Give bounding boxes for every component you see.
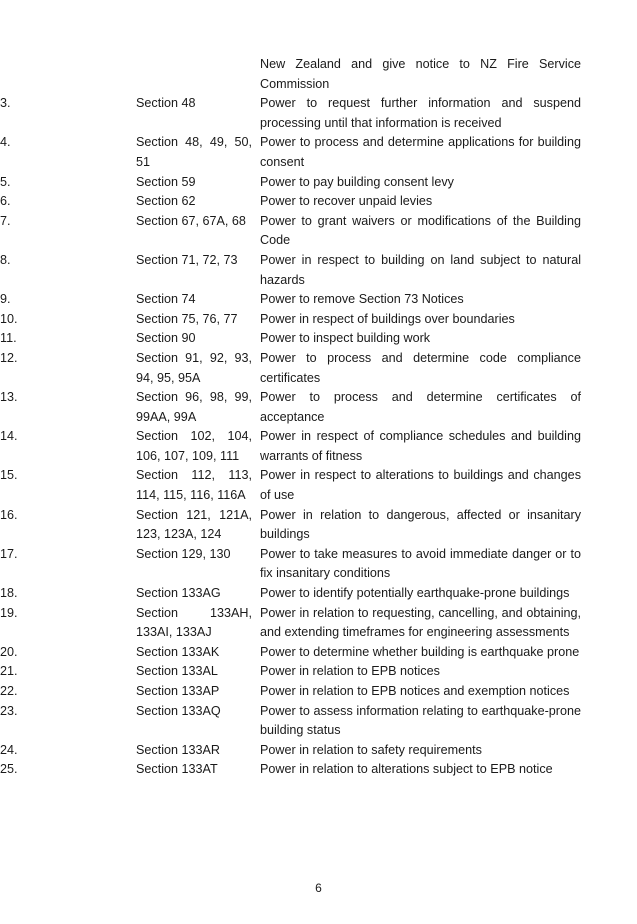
row-section: Section 133AL: [136, 664, 218, 679]
row-section: Section 102, 104, 106, 107, 109, 111: [136, 429, 252, 463]
table-row: [0, 662, 637, 682]
row-number: [0, 329, 136, 349]
row-number: [0, 310, 136, 330]
row-number: [0, 133, 136, 153]
row-description: Power in relation to EPB notices: [260, 664, 440, 679]
row-number: [0, 682, 136, 702]
table-row: [0, 466, 637, 505]
row-description: Power to determine whether building is earthquake prone: [260, 644, 580, 659]
row-description: Power in respect of buildings over boundaries: [260, 311, 515, 326]
row-number-text: 18.: [0, 586, 18, 601]
row-number: [0, 212, 136, 232]
row-section: Section 91, 92, 93, 94, 95, 95A: [136, 350, 252, 385]
row-description: Power to grant waivers or modifications of the Building Code: [260, 213, 581, 248]
row-section: Section 59: [136, 174, 196, 189]
row-section: Section 133AT: [136, 762, 218, 777]
row-number-text: 3.: [0, 96, 11, 111]
row-section: Section 48: [136, 96, 196, 111]
table-row: [0, 545, 637, 584]
table-row-continuation: [0, 55, 637, 94]
table-row: [0, 310, 637, 330]
row-number: [0, 427, 136, 447]
row-description: Power in respect of compliance schedules and building warrants of fitness: [260, 429, 581, 463]
row-number: [0, 251, 136, 271]
row-number: [0, 604, 136, 624]
table-row: [0, 329, 637, 349]
row-description: Power to inspect building work: [260, 331, 431, 346]
row-section: Section 133AG: [136, 586, 221, 601]
table-row: [0, 760, 637, 780]
row-number: [0, 545, 136, 565]
table-row: [0, 133, 637, 172]
row-description: Power to remove Section 73 Notices: [260, 292, 464, 307]
row-section: Section 133AP: [136, 684, 220, 698]
delegations-table: [0, 55, 637, 780]
row-section: Section 133AK: [136, 644, 220, 659]
row-description: Power to assess information relating to earthquake-prone building status: [260, 703, 581, 738]
row-number-text: 8.: [0, 252, 11, 267]
row-number: [0, 290, 136, 310]
table-row: [0, 192, 637, 212]
table-row: [0, 682, 637, 702]
row-number-text: 10.: [0, 311, 18, 326]
table-row: [0, 251, 637, 290]
table-row: [0, 290, 637, 310]
row-section: Section 71, 72, 73: [136, 252, 238, 267]
row-number-text: 24.: [0, 742, 18, 757]
row-description: Power in relation to alterations subject to EPB notice: [260, 762, 553, 777]
row-number: [0, 466, 136, 486]
row-number-text: 22.: [0, 684, 18, 698]
table-row: [0, 173, 637, 193]
row-section: Section 90: [136, 331, 196, 346]
row-number-text: 5.: [0, 174, 11, 189]
row-number: [0, 760, 136, 780]
row-section: Section 133AH, 133AI, 133AJ: [136, 605, 252, 640]
row-description: Power to process and determine applications for building consent: [260, 135, 581, 169]
row-description: Power in relation to requesting, cancelling, and obtaining, and extending timeframes for engineering assessments: [260, 605, 581, 640]
row-description: Power to identify potentially earthquake-prone buildings: [260, 586, 570, 601]
row-description: Power to pay building consent levy: [260, 174, 454, 189]
table-row: [0, 643, 637, 663]
table-row: [0, 212, 637, 251]
row-description: Power to recover unpaid levies: [260, 194, 433, 209]
row-number: [0, 662, 136, 682]
row-number: [0, 94, 136, 114]
table-row: [0, 604, 637, 643]
row-section: Section 67, 67A, 68: [136, 213, 246, 228]
table-row: [0, 741, 637, 761]
row-number: [0, 192, 136, 212]
row-number-text: 16.: [0, 507, 18, 522]
page-number: 6: [315, 881, 322, 895]
row-number: [0, 741, 136, 761]
row-number-text: 21.: [0, 664, 18, 679]
row-number-text: 6.: [0, 194, 11, 209]
row-number: [0, 643, 136, 663]
row-description: Power to process and determine code compliance certificates: [260, 350, 581, 385]
row-description: Power to take measures to avoid immediate danger or to fix insanitary conditions: [260, 546, 581, 581]
row-number-text: 19.: [0, 605, 18, 620]
row-number-text: 12.: [0, 350, 18, 365]
row-number: [0, 702, 136, 722]
row-number: [0, 349, 136, 369]
row-section: Section 62: [136, 194, 196, 209]
row-description: Power in relation to dangerous, affected or insanitary buildings: [260, 507, 581, 542]
row-number: [0, 388, 136, 408]
row-number-text: 23.: [0, 703, 18, 718]
row-number-text: 4.: [0, 135, 11, 150]
row-description: Power in relation to EPB notices and exemption notices: [260, 684, 570, 698]
table-row: [0, 427, 637, 466]
row-number-text: 20.: [0, 644, 18, 659]
table-body: [0, 94, 637, 780]
row-section: Section 133AR: [136, 742, 221, 757]
table-row: [0, 506, 637, 545]
row-number-text: 17.: [0, 546, 18, 561]
row-number-text: 14.: [0, 429, 18, 444]
table-row: [0, 702, 637, 741]
row-number-text: 25.: [0, 762, 18, 777]
table-row: [0, 584, 637, 604]
row-description: Power in relation to safety requirements: [260, 742, 482, 757]
table-row: [0, 388, 637, 427]
row-number: [0, 506, 136, 526]
row-section: Section 48, 49, 50, 51: [136, 135, 252, 169]
row-description: Power in respect to building on land subject to natural hazards: [260, 252, 581, 287]
row-section: Section 133AQ: [136, 703, 221, 718]
row-number: [0, 173, 136, 193]
row-section: Section 112, 113, 114, 115, 116, 116A: [136, 468, 252, 503]
row-number-text: 15.: [0, 468, 18, 483]
row-description: Power to process and determine certificates of acceptance: [260, 390, 581, 424]
row-section: Section 96, 98, 99, 99AA, 99A: [136, 390, 252, 424]
row-number: [0, 584, 136, 604]
row-section: Section 75, 76, 77: [136, 311, 238, 326]
row-number-text: 7.: [0, 213, 11, 228]
row-number-text: 9.: [0, 292, 11, 307]
row-number-text: 13.: [0, 390, 18, 405]
row-description: New Zealand and give notice to NZ Fire Service Commission: [260, 57, 581, 91]
row-description: Power to request further information and suspend processing until that information is received: [260, 96, 581, 130]
row-section: Section 74: [136, 292, 196, 307]
row-section: Section 129, 130: [136, 546, 231, 561]
row-section: Section 121, 121A, 123, 123A, 124: [136, 507, 252, 542]
row-number-text: 11.: [0, 331, 17, 346]
table-row: [0, 349, 637, 388]
table-row: [0, 94, 637, 133]
row-description: Power in respect to alterations to buildings and changes of use: [260, 468, 581, 503]
